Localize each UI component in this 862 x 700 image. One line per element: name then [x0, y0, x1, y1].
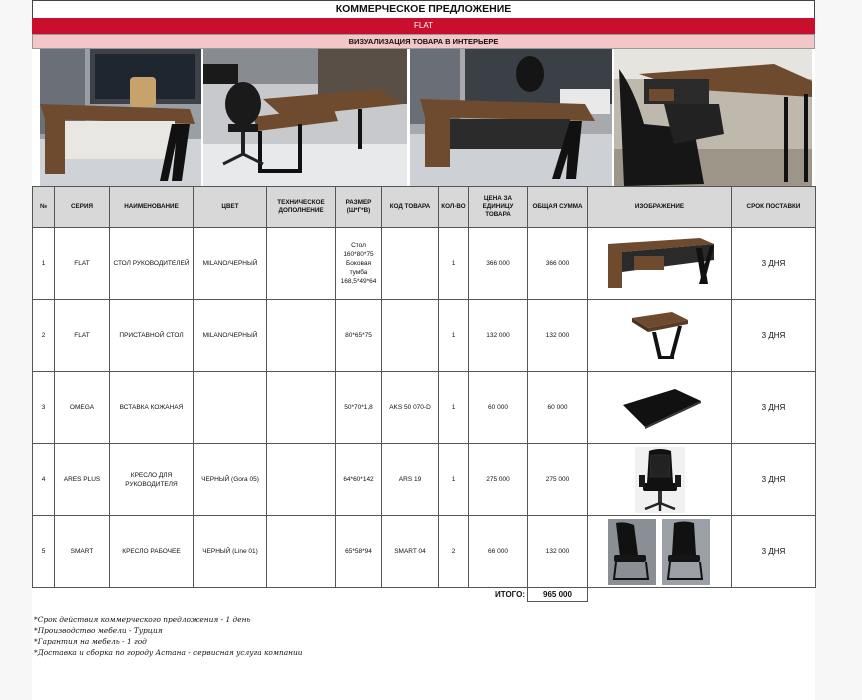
cell-code: SMART 04	[382, 516, 439, 588]
cell-total: 366 000	[528, 228, 588, 300]
executive-desk-image	[604, 236, 716, 292]
col-header-series: СЕРИЯ	[55, 187, 110, 228]
col-header-number: №	[33, 187, 55, 228]
cell-code: ARS 19	[382, 444, 439, 516]
cell-price: 132 000	[469, 300, 528, 372]
col-header-price: ЦЕНА ЗА ЕДИНИЦУ ТОВАРА	[469, 187, 528, 228]
cell-delivery: 3 ДНЯ	[732, 372, 816, 444]
cell-qty: 2	[439, 516, 469, 588]
leather-pad-image	[615, 383, 705, 433]
total-value: 965 000	[528, 588, 588, 602]
cell-total: 60 000	[528, 372, 588, 444]
document-sheet	[32, 0, 815, 700]
cell-size: 50*70*1,8	[336, 372, 382, 444]
total-row	[33, 588, 816, 602]
cell-series: FLAT	[55, 228, 110, 300]
cell-color: MILANO/ЧЕРНЫЙ	[194, 228, 267, 300]
interior-photo	[614, 49, 812, 186]
side-table-image	[628, 308, 692, 364]
cell-qty: 1	[439, 372, 469, 444]
series-banner: FLAT	[32, 18, 815, 34]
table-row	[33, 444, 816, 516]
note-line: *Доставка и сборка по городу Астана - сервисная услуга компании	[34, 648, 303, 657]
cell-series: FLAT	[55, 300, 110, 372]
cell-series: OMEGA	[55, 372, 110, 444]
table-row	[33, 228, 816, 300]
col-header-image: ИЗОБРАЖЕНИЕ	[588, 187, 732, 228]
products-table	[32, 186, 816, 602]
cell-series: SMART	[55, 516, 110, 588]
cell-number: 5	[33, 516, 55, 588]
note-line: *Срок действия коммерческого предложения - 1 день	[34, 615, 251, 624]
cell-size: Стол 160*80*75 Боковая тумба 168,5*49*64	[336, 228, 382, 300]
cell-name: КРЕСЛО ДЛЯ РУКОВОДИТЕЛЯ	[110, 444, 194, 516]
cell-total: 132 000	[528, 516, 588, 588]
cell-image	[588, 444, 732, 516]
note-line: *Производство мебели - Турция	[34, 626, 163, 635]
cell-delivery: 3 ДНЯ	[732, 228, 816, 300]
cell-name: ВСТАВКА КОЖАНАЯ	[110, 372, 194, 444]
cell-number: 1	[33, 228, 55, 300]
cell-qty: 1	[439, 228, 469, 300]
cell-color: ЧЕРНЫЙ (Gora 05)	[194, 444, 267, 516]
cell-name: ПРИСТАВНОЙ СТОЛ	[110, 300, 194, 372]
table-header-row	[33, 187, 816, 228]
cell-price: 366 000	[469, 228, 528, 300]
cell-number: 4	[33, 444, 55, 516]
table-row	[33, 372, 816, 444]
cell-qty: 1	[439, 300, 469, 372]
cell-series: ARES PLUS	[55, 444, 110, 516]
cell-delivery: 3 ДНЯ	[732, 444, 816, 516]
cell-size: 80*65*75	[336, 300, 382, 372]
total-spacer	[588, 588, 816, 602]
col-header-delivery: СРОК ПОСТАВКИ	[732, 187, 816, 228]
cell-tech	[267, 228, 336, 300]
cell-image	[588, 372, 732, 444]
interior-photo	[40, 49, 201, 186]
cell-price: 275 000	[469, 444, 528, 516]
cell-color: MILANO/ЧЕРНЫЙ	[194, 300, 267, 372]
cell-number: 3	[33, 372, 55, 444]
col-header-name: НАИМЕНОВАНИЕ	[110, 187, 194, 228]
table-row	[33, 300, 816, 372]
cell-number: 2	[33, 300, 55, 372]
cell-image	[588, 516, 732, 588]
cell-image	[588, 228, 732, 300]
cell-color	[194, 372, 267, 444]
cell-price: 60 000	[469, 372, 528, 444]
col-header-tech: ТЕХНИЧЕСКОЕ ДОПОЛНЕНИЕ	[267, 187, 336, 228]
cell-tech	[267, 444, 336, 516]
terms-notes	[34, 614, 303, 658]
cell-delivery: 3 ДНЯ	[732, 516, 816, 588]
cell-qty: 1	[439, 444, 469, 516]
note-line: *Гарантия на мебель - 1 год	[34, 637, 147, 646]
interior-photo	[410, 49, 612, 186]
document-title: КОММЕРЧЕСКОЕ ПРЕДЛОЖЕНИЕ	[32, 0, 815, 19]
cell-tech	[267, 300, 336, 372]
visualization-banner: ВИЗУАЛИЗАЦИЯ ТОВАРА В ИНТЕРЬЕРЕ	[32, 34, 815, 49]
table-row	[33, 516, 816, 588]
cell-size: 65*58*94	[336, 516, 382, 588]
cell-total: 132 000	[528, 300, 588, 372]
cell-price: 66 000	[469, 516, 528, 588]
cell-code	[382, 228, 439, 300]
cell-size: 64*60*142	[336, 444, 382, 516]
cell-total: 275 000	[528, 444, 588, 516]
cell-code: AKS 50 070-D	[382, 372, 439, 444]
cell-code	[382, 300, 439, 372]
cell-color: ЧЕРНЫЙ (Line 01)	[194, 516, 267, 588]
col-header-color: ЦВЕТ	[194, 187, 267, 228]
cell-tech	[267, 516, 336, 588]
cell-image	[588, 300, 732, 372]
cell-delivery: 3 ДНЯ	[732, 300, 816, 372]
work-chairs-image	[608, 519, 712, 585]
cell-tech	[267, 372, 336, 444]
col-header-qty: КОЛ-ВО	[439, 187, 469, 228]
cell-name: КРЕСЛО РАБОЧЕЕ	[110, 516, 194, 588]
col-header-size: РАЗМЕР (Ш*Г*В)	[336, 187, 382, 228]
col-header-total: ОБЩАЯ СУММА	[528, 187, 588, 228]
col-header-code: КОД ТОВАРА	[382, 187, 439, 228]
interior-photos	[32, 49, 815, 186]
interior-photo	[203, 49, 407, 186]
cell-name: СТОЛ РУКОВОДИТЕЛЕЙ	[110, 228, 194, 300]
total-label: ИТОГО:	[495, 590, 525, 600]
executive-chair-image	[635, 447, 685, 513]
